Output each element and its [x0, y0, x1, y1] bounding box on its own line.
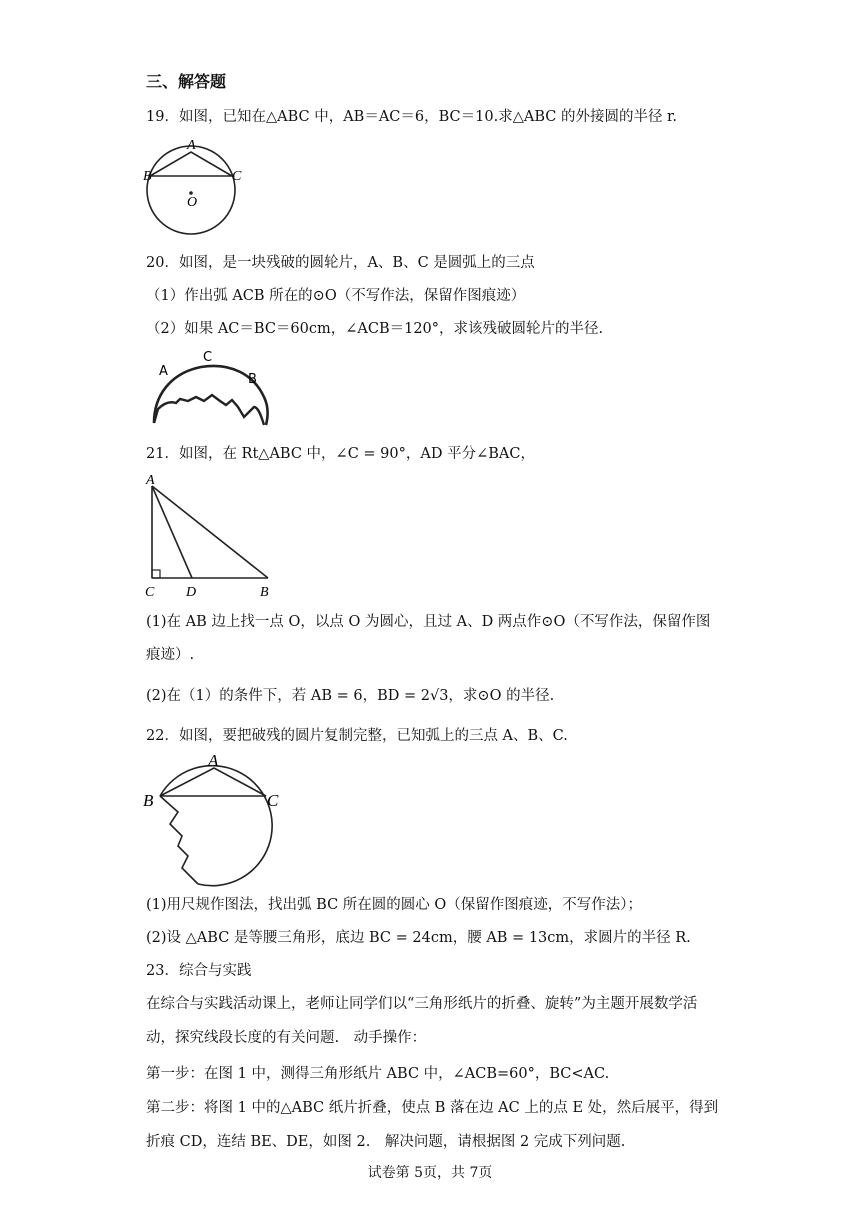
- q22-part1: (1)用尺规作图法，找出弧 BC 所在圆的圆心 O（保留作图痕迹，不写作法）；: [146, 897, 643, 913]
- q21-label-d: D: [186, 585, 197, 600]
- q21-part2: (2)在（1）的条件下，若 AB = 6，BD = 2√3，求⊙O 的半径.: [146, 688, 555, 704]
- q22-figure: [142, 752, 287, 892]
- q20-text: 20．如图，是一块残破的圆轮片，A、B、C 是圆弧上的三点: [146, 255, 535, 271]
- q19-label-b: B: [143, 169, 152, 184]
- q19-figure: [142, 138, 252, 238]
- q21-part1-line1: (1)在 AB 边上找一点 O，以点 O 为圆心，且过 A、D 两点作⊙O（不写作法，保留作图: [146, 614, 711, 630]
- q23-line1: 在综合与实践活动课上，老师让同学们以“三角形纸片的折叠、旋转”为主题开展数学活: [146, 996, 698, 1012]
- q19-label-a: A: [187, 138, 196, 153]
- q21-figure: [142, 474, 282, 600]
- q21-label-b: B: [260, 585, 269, 600]
- q22-text: 22．如图，要把破残的圆片复制完整，已知弧上的三点 A、B、C.: [146, 728, 568, 744]
- q23-line5: 折痕 CD，连结 BE、DE，如图 2. 解决问题，请根据图 2 完成下列问题.: [146, 1134, 626, 1150]
- q20-figure: [146, 345, 276, 430]
- page-footer: 试卷第 5页，共 7页: [367, 1165, 493, 1181]
- q23-line2: 动，探究线段长度的有关问题. 动手操作：: [146, 1030, 427, 1046]
- q22-label-c: C: [267, 791, 279, 810]
- q20-label-c: C: [203, 350, 213, 365]
- q19-text: 19．如图，已知在△ABC 中，AB＝AC＝6，BC＝10.求△ABC 的外接圆的半径 r.: [146, 109, 678, 125]
- q22-part2: (2)设 △ABC 是等腰三角形，底边 BC = 24cm，腰 AB = 13cm，求圆片的半径 R.: [146, 930, 691, 946]
- q20-part1: （1）作出弧 ACB 所在的⊙O（不写作法，保留作图痕迹）: [146, 288, 526, 304]
- q19-label-c: C: [232, 169, 242, 184]
- q19-label-o: O: [187, 195, 198, 210]
- q23-line3: 第一步：在图 1 中，测得三角形纸片 ABC 中，∠ACB=60°，BC<AC.: [146, 1066, 610, 1082]
- q23-title: 23．综合与实践: [146, 963, 252, 979]
- q21-part1-line2: 痕迹）.: [146, 647, 195, 663]
- q20-label-b: B: [248, 372, 257, 387]
- q21-label-c: C: [145, 585, 155, 600]
- q20-part2: （2）如果 AC＝BC＝60cm，∠ACB＝120°，求该残破圆轮片的半径.: [146, 321, 604, 337]
- q21-text: 21．如图，在 Rt△ABC 中，∠C = 90°，AD 平分∠BAC，: [146, 446, 535, 462]
- q22-label-b: B: [143, 791, 154, 810]
- q22-label-a: A: [208, 752, 219, 770]
- section-title: 三、解答题: [146, 72, 227, 91]
- q20-label-a: A: [159, 364, 168, 379]
- q23-line4: 第二步：将图 1 中的△ABC 纸片折叠，使点 B 落在边 AC 上的点 E 处，然后展平，得到: [146, 1100, 719, 1116]
- q21-label-a: A: [146, 474, 155, 488]
